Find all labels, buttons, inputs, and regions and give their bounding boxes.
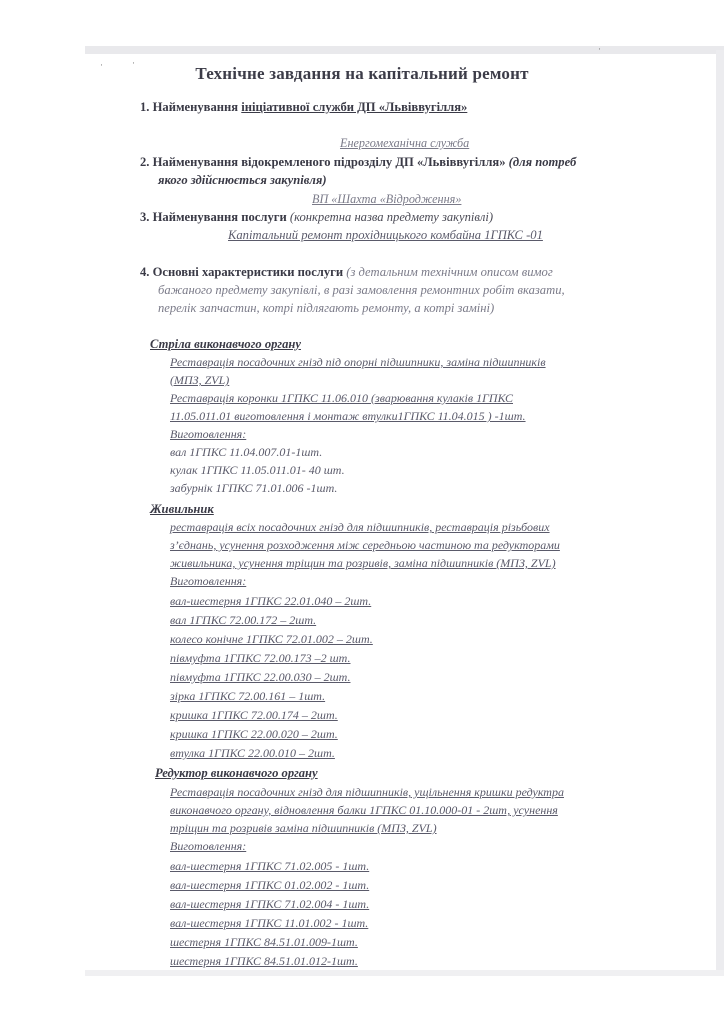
reduktor-line: тріщин та розривів заміна підшипників (МПЗ, ZVL) [170, 821, 437, 835]
strila-part-item: забурнік 1ГПКС 71.01.006 -1шт. [170, 481, 338, 495]
reduktor-part-item: шестерня 1ГПКС 84.51.01.012-1шт. [170, 954, 358, 968]
zhyv-part-item: вал 1ГПКС 72.00.172 – 2шт. [170, 613, 317, 627]
strila-line: (МПЗ, ZVL) [170, 373, 230, 387]
section-2-heading [140, 155, 576, 170]
strila-part-item: кулак 1ГПКС 11.05.011.01- 40 шт. [170, 463, 345, 477]
section-3-heading [140, 210, 493, 225]
section-3-value: Капітальний ремонт прохідницького комбайна 1ГПКС -01 [228, 228, 543, 242]
zhyv-line: Виготовлення: [170, 574, 247, 588]
strila-line: Реставрація коронки 1ГПКС 11.06.010 (зварювання кулаків 1ГПКС [170, 391, 513, 405]
section-number: 2. [140, 155, 150, 169]
section-number: 3. [140, 210, 150, 224]
zhyv-heading: Живильник [150, 502, 214, 516]
section-number: 1. [140, 100, 150, 114]
zhyv-part-item: півмуфта 1ГПКС 72.00.173 –2 шт. [170, 651, 351, 665]
zhyv-part-item: колесо конічне 1ГПКС 72.01.002 – 2шт. [170, 632, 373, 646]
scan-speck: · [100, 60, 103, 70]
reduktor-line: Реставрація посадочних гнізд для підшипників, ущільнення кришки редуктра [170, 785, 564, 799]
strila-part-item: вал 1ГПКС 11.04.007.01-1шт. [170, 445, 323, 459]
zhyv-part-item: вал-шестерня 1ГПКС 22.01.040 – 2шт. [170, 594, 372, 608]
reduktor-part-item: вал-шестерня 1ГПКС 11.01.002 - 1шт. [170, 916, 369, 930]
section-4-note-line: бажаного предмету закупівлі, в разі замовлення ремонтних робіт вказати, [158, 283, 565, 297]
section-2-note: якого здійснюється закупівля) [158, 173, 327, 187]
section-label: Найменування [152, 100, 242, 114]
section-2-value: ВП «Шахта «Відродження» [312, 192, 462, 206]
reduktor-line: виконавчого органу, відновлення балки 1ГПКС 01.10.000-01 - 2шт, усунення [170, 803, 558, 817]
section-4-note-line: перелік запчастин, котрі підлягають ремонту, а котрі заміні) [158, 301, 495, 315]
zhyv-line: реставрація всіх посадочних гнізд для підшипників, реставрація різьбових [170, 520, 550, 534]
zhyv-line: з’єднань, усунення розходження між середньою частиною та редукторами [170, 538, 560, 552]
zhyv-part-item: зірка 1ГПКС 72.00.161 – 1шт. [170, 689, 326, 703]
section-label: Основні характеристики послуги [152, 265, 347, 279]
document-title: Технічне завдання на капітальний ремонт [195, 64, 529, 83]
section-note: (конкретна назва предмету закупівлі) [289, 210, 494, 224]
strila-line: 11.05.011.01 виготовлення і монтаж втулки1ГПКС 11.04.015 ) -1шт. [170, 409, 526, 423]
section-org: ініціативної служби ДП «Львіввугілля» [241, 100, 468, 114]
reduktor-part-item: вал-шестерня 1ГПКС 71.02.005 - 1шт. [170, 859, 370, 873]
zhyv-part-item: кришка 1ГПКС 72.00.174 – 2шт. [170, 708, 338, 722]
reduktor-heading: Редуктор виконавчого органу [155, 766, 318, 780]
section-1-heading [140, 100, 467, 115]
section-note: (з детальним технічним описом вимог [346, 265, 553, 279]
reduktor-part-item: вал-шестерня 1ГПКС 01.02.002 - 1шт. [170, 878, 370, 892]
section-4-heading [140, 265, 553, 280]
reduktor-part-item: вал-шестерня 1ГПКС 71.02.004 - 1шт. [170, 897, 370, 911]
strila-line: Реставрація посадочних гнізд під опорні підшипники, заміна підшипників [170, 355, 546, 369]
reduktor-line: Виготовлення: [170, 839, 247, 853]
section-label: Найменування відокремленого підрозділу ДП «Львіввугілля» [152, 155, 509, 169]
zhyv-part-item: втулка 1ГПКС 22.00.010 – 2шт. [170, 746, 335, 760]
zhyv-line: живильника, усунення тріщин та розривів, заміна підшипників (МПЗ, ZVL) [170, 556, 556, 570]
section-number: 4. [140, 265, 150, 279]
zhyv-part-item: кришка 1ГПКС 22.00.020 – 2шт. [170, 727, 338, 741]
scan-speck: · [598, 44, 601, 54]
section-note: (для потреб [508, 155, 577, 169]
reduktor-part-item: шестерня 1ГПКС 84.51.01.009-1шт. [170, 935, 358, 949]
section-label: Найменування послуги [152, 210, 290, 224]
zhyv-part-item: півмуфта 1ГПКС 22.00.030 – 2шт. [170, 670, 351, 684]
strila-line: Виготовлення: [170, 427, 247, 441]
strila-heading: Стріла виконавчого органу [150, 337, 301, 351]
scan-speck: · [132, 58, 135, 68]
section-1-value: Енергомеханічна служба [340, 136, 470, 150]
